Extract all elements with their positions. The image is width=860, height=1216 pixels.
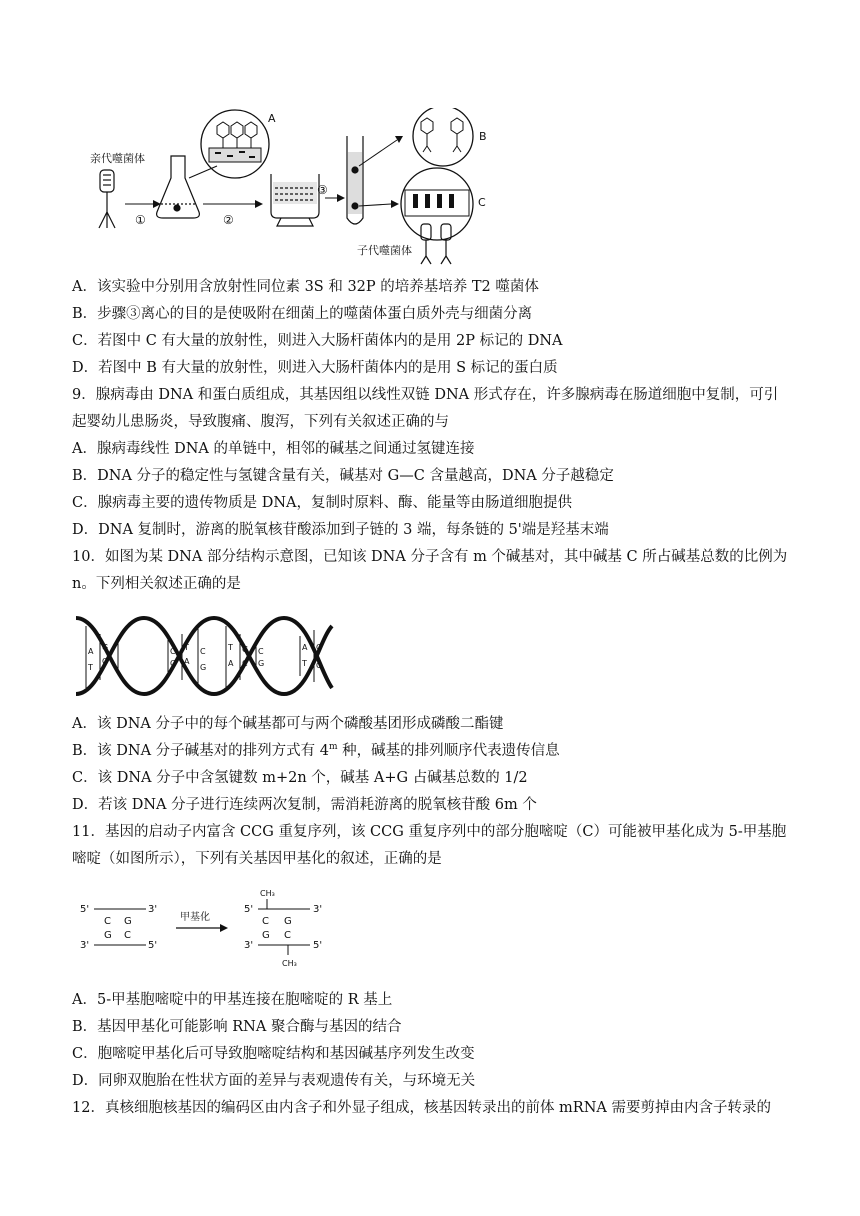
q10-option-b — [72, 741, 560, 761]
q11-stem-line2: 嘧啶（如图所示），下列有关基因甲基化的叙述，正确的是 — [72, 851, 442, 867]
q10-option-b-post: 种，碱基的排列顺序代表遗传信息 — [337, 743, 560, 759]
top-methyl: CH₃ — [260, 889, 275, 898]
svg-text:A: A — [228, 659, 234, 668]
q9-stem-line1: 9．腺病毒由 DNA 和蛋白质组成，其基因组以线性双链 DNA 形式存在，许多腺病毒在肠道细胞中复制，可引 — [72, 387, 779, 403]
svg-text:A: A — [184, 657, 190, 666]
right-top-3prime: 3' — [313, 904, 323, 915]
q11-option-c: C．胞嘧啶甲基化后可导致胞嘧啶结构和基因碱基序列发生改变 — [72, 1046, 475, 1062]
q10-option-c: C．该 DNA 分子中含氢键数 m+2n 个，碱基 A+G 占碱基总数的 1/2 — [72, 770, 528, 786]
svg-text:C: C — [258, 647, 264, 656]
q11-option-d: D．同卵双胞胎在性状方面的差异与表观遗传有关，与环境无关 — [72, 1073, 476, 1089]
child-phage-label: 子代噬菌体 — [357, 244, 412, 257]
left-top-c: C — [104, 916, 111, 927]
right-top-g: G — [284, 916, 292, 927]
label-B: B — [479, 130, 487, 143]
right-bottom-g: G — [262, 930, 270, 941]
svg-text:G: G — [102, 643, 109, 652]
test-tube-icon — [347, 136, 363, 224]
svg-text:G: G — [316, 661, 323, 670]
step2-label: ② — [223, 213, 234, 227]
culture-flask-icon — [157, 156, 200, 218]
parent-phage-icon — [99, 170, 115, 228]
beaker-icon — [271, 174, 319, 226]
label-A: A — [268, 112, 276, 125]
q12-stem-line1: 12．真核细胞核基因的编码区由内含子和外显子组成，核基因转录出的前体 mRNA 需要剪掉由内含子转录的 — [72, 1100, 771, 1116]
svg-text:T: T — [88, 663, 93, 672]
left-top-5prime: 5' — [80, 904, 90, 915]
svg-text:G: G — [258, 659, 265, 668]
q9-stem-line2: 起婴幼儿患肠炎，导致腹痛、腹泻，下列有关叙述正确的与 — [72, 414, 449, 430]
left-bottom-c: C — [124, 930, 131, 941]
step1-label: ① — [135, 213, 146, 227]
right-top-5prime: 5' — [244, 904, 254, 915]
methylation-figure — [80, 884, 340, 974]
q11-option-a: A．5-甲基胞嘧啶中的甲基连接在胞嘧啶的 R 基上 — [72, 992, 393, 1008]
circle-B — [413, 108, 473, 166]
svg-text:C: C — [316, 643, 322, 652]
svg-text:A: A — [88, 647, 94, 656]
svg-text:G: G — [200, 663, 207, 672]
dna-helix-figure — [74, 610, 336, 702]
svg-text:T: T — [228, 643, 233, 652]
right-bottom-5prime: 5' — [313, 940, 323, 951]
methylation-arrow-label: 甲基化 — [180, 912, 210, 923]
svg-text:T: T — [302, 659, 307, 668]
q9-option-c: C．腺病毒主要的遗传物质是 DNA，复制时原料、酶、能量等由肠道细胞提供 — [72, 495, 572, 511]
q10-option-b-sup: m — [329, 742, 338, 753]
left-bottom-3prime: 3' — [80, 940, 90, 951]
label-C: C — [478, 196, 486, 209]
right-top-c: C — [262, 916, 269, 927]
q10-stem-line2: n。下列相关叙述正确的是 — [72, 576, 241, 592]
svg-text:T: T — [184, 643, 189, 652]
step3-label: ③ — [317, 183, 328, 197]
q8-option-b: B．步骤③离心的目的是使吸附在细菌上的噬菌体蛋白质外壳与细菌分离 — [72, 306, 533, 322]
q11-option-b: B．基因甲基化可能影响 RNA 聚合酶与基因的结合 — [72, 1019, 402, 1035]
phage-experiment-figure — [85, 108, 505, 268]
left-top-3prime: 3' — [148, 904, 158, 915]
svg-text:C: C — [170, 647, 176, 656]
q9-option-a: A．腺病毒线性 DNA 的单链中，相邻的碱基之间通过氢键连接 — [72, 441, 475, 457]
left-bottom-g: G — [104, 930, 112, 941]
q8-option-a: A．该实验中分别用含放射性同位素 3S 和 32P 的培养基培养 T2 噬菌体 — [72, 279, 539, 295]
q9-option-d: D．DNA 复制时，游离的脱氧核苷酸添加到子链的 3 端，每条链的 5'端是羟基末端 — [72, 522, 609, 538]
svg-text:G: G — [170, 659, 177, 668]
child-phage-icons — [421, 224, 451, 264]
bottom-methyl: CH₃ — [282, 959, 297, 968]
svg-text:C: C — [200, 647, 206, 656]
q10-option-d: D．若该 DNA 分子进行连续两次复制，需消耗游离的脱氧核苷酸 6m 个 — [72, 797, 537, 813]
left-bottom-5prime: 5' — [148, 940, 158, 951]
svg-text:C: C — [102, 657, 108, 666]
q8-option-d: D．若图中 B 有大量的放射性，则进入大肠杆菌体内的是用 S 标记的蛋白质 — [72, 360, 558, 376]
q8-option-c: C．若图中 C 有大量的放射性，则进入大肠杆菌体内的是用 2P 标记的 DNA — [72, 333, 563, 349]
q9-option-b: B．DNA 分子的稳定性与氢键含量有关，碱基对 G—C 含量越高，DNA 分子越稳定 — [72, 468, 614, 484]
parent-phage-label: 亲代噬菌体 — [90, 152, 145, 165]
q10-stem-line1: 10．如图为某 DNA 部分结构示意图，已知该 DNA 分子含有 m 个碱基对，其中碱基 C 所占碱基总数的比例为 — [72, 549, 788, 565]
q10-option-b-pre: B．该 DNA 分子碱基对的排列方式有 4 — [72, 743, 329, 759]
right-bottom-c: C — [284, 930, 291, 941]
left-top-g: G — [124, 916, 132, 927]
circle-A — [201, 110, 269, 178]
q11-stem-line1: 11．基因的启动子内富含 CCG 重复序列，该 CCG 重复序列中的部分胞嘧啶（C）可能被甲基化成为 5-甲基胞 — [72, 824, 787, 840]
q10-option-a: A．该 DNA 分子中的每个碱基都可与两个磷酸基团形成磷酸二酯键 — [72, 716, 504, 732]
svg-text:C: C — [242, 659, 248, 668]
svg-text:G: G — [242, 645, 249, 654]
svg-text:A: A — [302, 643, 308, 652]
right-bottom-3prime: 3' — [244, 940, 254, 951]
